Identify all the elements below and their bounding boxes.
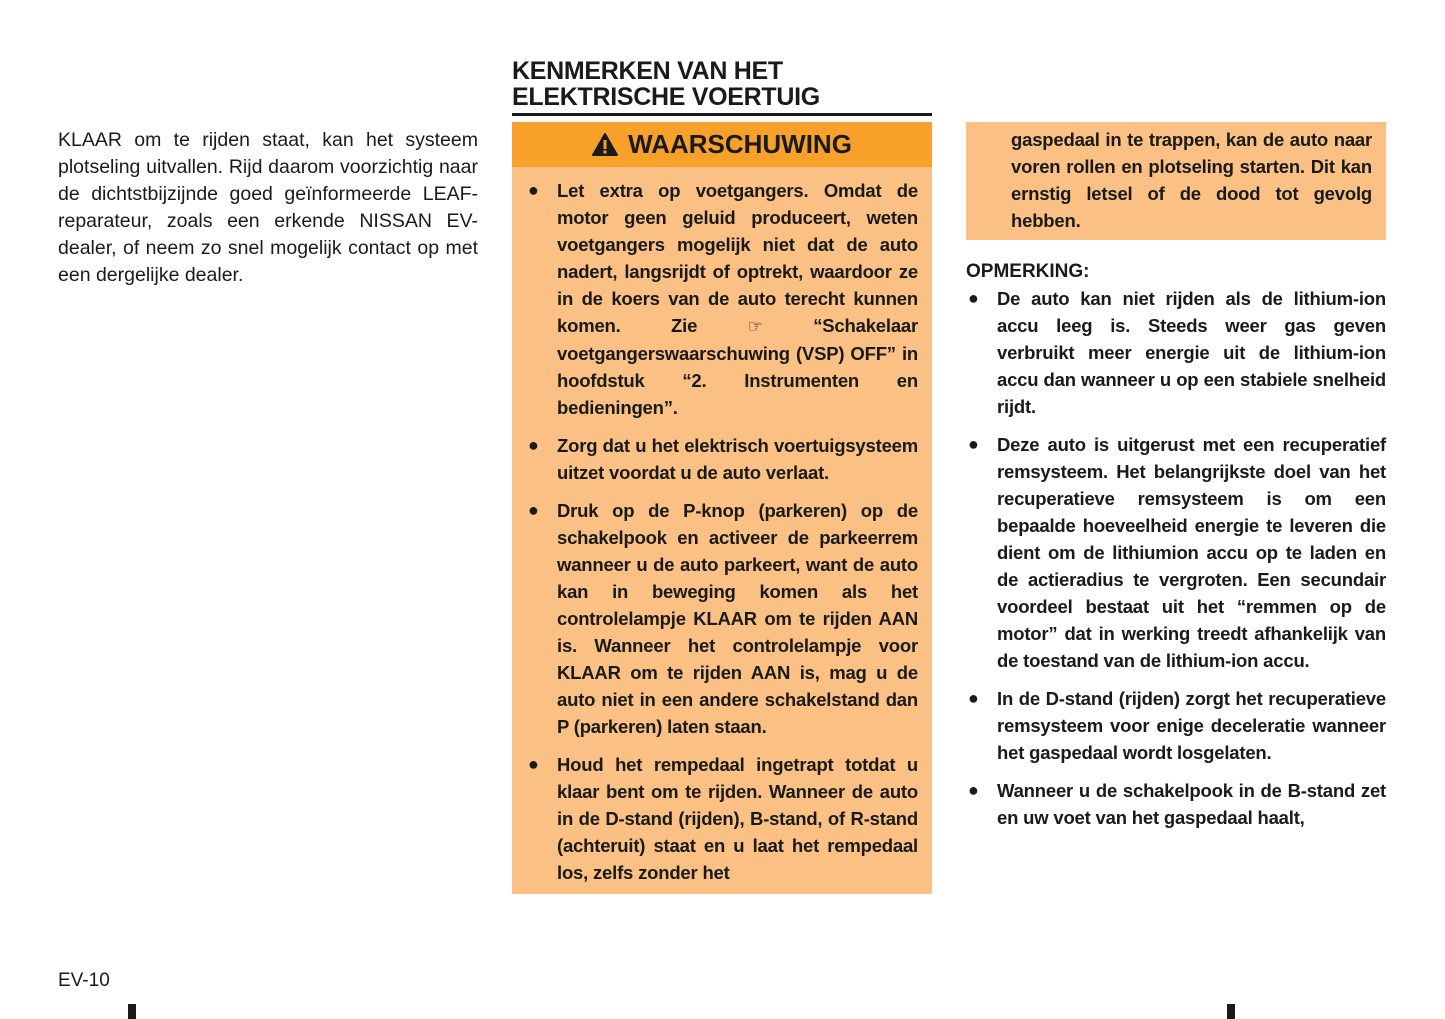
note-item: ● In de D-stand (rijden) zorgt het recuperatieve remsysteem voor enige deceleratie wanneer het gaspedaal wordt losgelaten. xyxy=(966,685,1386,766)
warning-header xyxy=(512,122,932,167)
crop-mark-left xyxy=(128,1004,136,1019)
section-title-line2: ELEKTRISCHE VOERTUIG xyxy=(512,83,820,111)
warning-triangle-icon xyxy=(592,133,618,156)
left-column-text: KLAAR om te rijden staat, kan het systeem plotseling uitvallen. Rijd daarom voorzichtig naar de dichtstbijzijnde goed geïnformeerde LEAF-reparateur, zoals een erkende NISSAN EV-dealer, of neem zo snel mogelijk contact op met een dergelijke dealer. xyxy=(58,129,478,286)
bullet-icon: ● xyxy=(528,180,539,200)
warning-item: ● Houd het rempedaal ingetrapt totdat u klaar bent om te rijden. Wanneer de auto in de D-stand (rijden), B-stand, of R-stand (achteruit) staat en u laat het rempedaal los, zelfs zonder het xyxy=(526,751,918,886)
note-list xyxy=(966,285,1386,831)
bullet-icon: ● xyxy=(968,434,979,454)
note-section xyxy=(966,258,1386,842)
warning-item: ● Let extra op voetgangers. Omdat de motor geen geluid produceert, weten voetgangers mogelijk niet dat de auto nadert, langsrijdt of optrekt, waardoor ze in de koers van de auto terecht kunnen komen. Zie ☞ “Schakelaar voetgangerswaarschuwing (VSP) OFF” in hoofdstuk “2. Instrumenten en bedieningen”. xyxy=(526,177,918,421)
warning-item: ● Druk op de P-knop (parkeren) op de schakelpook en activeer de parkeerrem wanneer u de auto parkeert, want de auto kan in beweging komen als het controlelampje KLAAR om te rijden AAN is. Wanneer het controlelampje voor KLAAR om te rijden AAN is, mag u de auto niet in een andere schakelstand dan P (parkeren) laten staan. xyxy=(526,497,918,740)
warning-title: WAARSCHUWING xyxy=(628,129,852,159)
warning-box xyxy=(512,122,932,894)
page-number: EV-10 xyxy=(58,970,110,991)
section-title xyxy=(512,58,932,116)
note-title: OPMERKING: xyxy=(966,261,1090,282)
bullet-icon: ● xyxy=(528,754,539,774)
bullet-icon: ● xyxy=(968,688,979,708)
crop-mark-right xyxy=(1227,1004,1235,1019)
bullet-icon: ● xyxy=(968,288,979,308)
warning-continuation: gaspedaal in te trappen, kan de auto naar voren rollen en plotseling starten. Dit kan ernstig letsel of de dood tot gevolg hebben. xyxy=(966,122,1386,240)
note-item: ● Wanneer u de schakelpook in de B-stand zet en uw voet van het gaspedaal haalt, xyxy=(966,777,1386,831)
warning-list xyxy=(526,177,918,886)
bullet-icon: ● xyxy=(528,435,539,455)
bullet-icon: ● xyxy=(968,780,979,800)
note-item: ● Deze auto is uitgerust met een recuperatief remsysteem. Het belangrijkste doel van het recuperatieve remsysteem is om een bepaalde hoeveelheid energie te leveren die dient om de lithiumion accu op te laden en de actieradius te vergroten. Een secundair voordeel bestaat uit het “remmen op de motor” dat in werking treedt afhankelijk van de toestand van de lithium-ion accu. xyxy=(966,431,1386,674)
warning-item: ● Zorg dat u het elektrisch voertuigsysteem uitzet voordat u de auto verlaat. xyxy=(526,432,918,486)
note-item: ● De auto kan niet rijden als de lithium-ion accu leeg is. Steeds weer gas geven verbruikt meer energie uit de lithium-ion accu dan wanneer u op een stabiele snelheid rijdt. xyxy=(966,285,1386,420)
section-title-line1: KENMERKEN VAN HET xyxy=(512,57,783,85)
bullet-icon: ● xyxy=(528,500,539,520)
reference-hand-icon: ☞ xyxy=(747,317,763,336)
